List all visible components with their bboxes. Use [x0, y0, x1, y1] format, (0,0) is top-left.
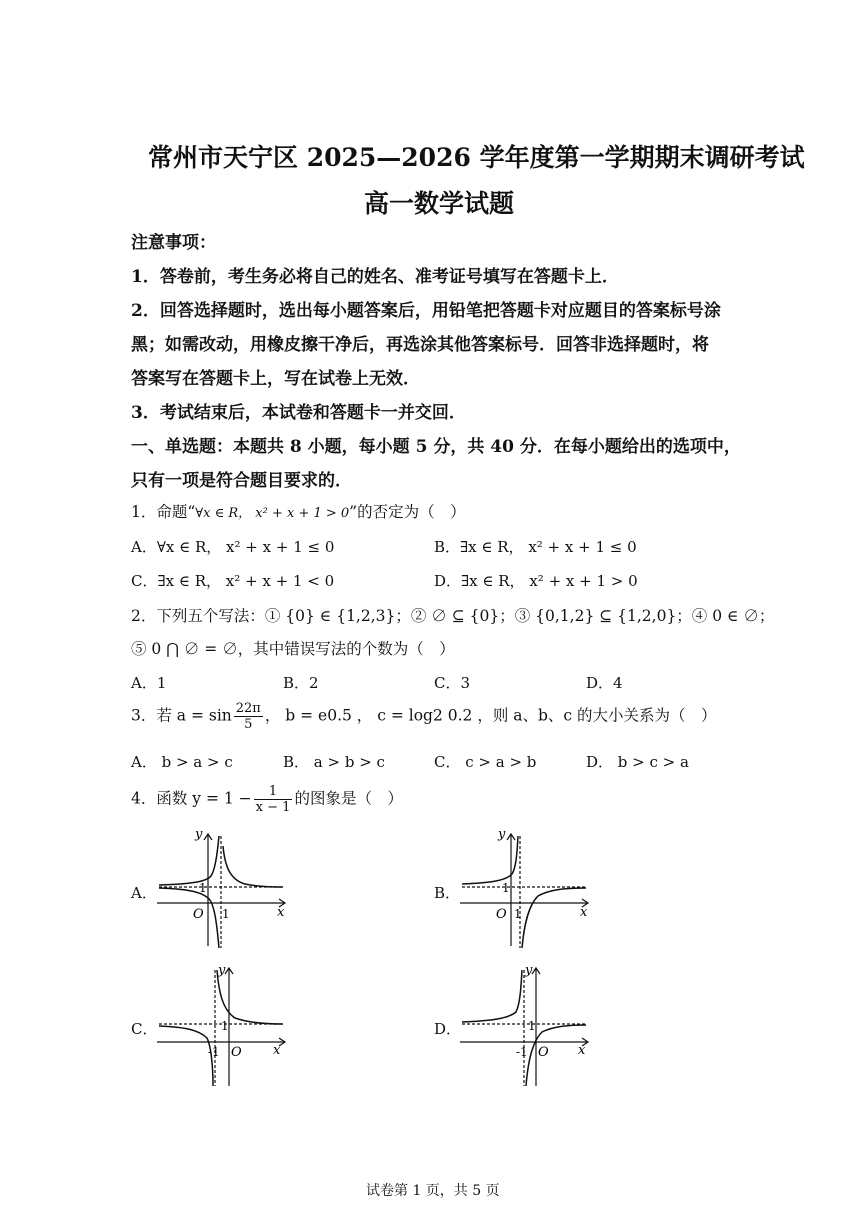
x-label: x [277, 905, 285, 920]
origin-label: O [496, 907, 507, 922]
tick-neg1-x: -1 [208, 1045, 220, 1059]
curve-left [159, 836, 219, 885]
note-2-line2: 黑；如需改动，用橡皮擦干净后，再选涂其他答案标号．回答非选择题时，将 [131, 335, 709, 355]
note-3: 3．考试结束后，本试卷和答题卡一并交回． [131, 403, 466, 423]
tick-1-y: 1 [502, 881, 510, 895]
tick-neg1-x: -1 [516, 1045, 528, 1059]
q1-option-b: B．∃x ∈ R， x² + x + 1 ≤ 0 [434, 538, 637, 556]
q4-label-a: A． [131, 884, 157, 902]
y-label: y [195, 827, 203, 842]
curve-left [159, 1026, 213, 1086]
tick-1-x: 1 [222, 907, 230, 921]
q3-frac-den: 5 [244, 717, 253, 732]
exam-title: 常州市天宁区 2025—2026 学年度第一学期期末调研考试 [148, 143, 805, 172]
q4-label-c: C． [131, 1020, 158, 1038]
q1-suffix: ”的否定为（ ） [349, 503, 466, 521]
note-2-line1: 2．回答选择题时，选出每小题答案后，用铅笔把答题卡对应题目的答案标号涂 [131, 301, 721, 321]
q4-fraction [254, 784, 293, 815]
question-2-line2: ⑤ 0 ⋂ ∅ = ∅，其中错误写法的个数为（ ） [131, 640, 455, 658]
q1-math: ∀x ∈ R， x² + x + 1 > 0 [195, 506, 350, 521]
question-3-stem [131, 701, 717, 732]
tick-1-y: 1 [199, 881, 207, 895]
x-label: x [273, 1043, 281, 1058]
section-heading-line2: 只有一项是符合题目要求的． [131, 471, 352, 491]
curve-left [462, 836, 518, 884]
page-footer: 试卷第 1 页，共 5 页 [366, 1183, 500, 1199]
q4-frac-num: 1 [254, 784, 293, 800]
origin-label: O [231, 1045, 242, 1060]
graph-a [155, 826, 290, 951]
q2-option-a: A．1 [131, 674, 167, 692]
q3-fraction [234, 701, 263, 732]
tick-1-y: 1 [221, 1019, 229, 1033]
q4-prefix: 4．函数 y = 1 − [131, 789, 252, 808]
curve-right [223, 846, 283, 887]
graph-c [155, 962, 290, 1090]
q3-prefix: 3．若 a = sin [131, 706, 232, 725]
q2-option-d: D．4 [586, 674, 623, 692]
x-label: x [578, 1043, 586, 1058]
q3-frac-num: 22π [235, 701, 261, 716]
curve-left [462, 970, 522, 1022]
q2-option-b: B．2 [283, 674, 319, 692]
tick-1-x: 1 [514, 907, 522, 921]
graph-d [458, 962, 593, 1090]
q3-rest: ， b = e0.5 ， c = log2 0.2 ，则 a、b、c 的大小关系为（ ） [264, 706, 717, 725]
curve-right [522, 888, 586, 948]
q3-option-b: B． a > b > c [283, 753, 385, 771]
q3-option-a: A． b > a > c [131, 753, 233, 771]
q4-label-d: D． [434, 1020, 462, 1038]
q3-option-c: C． c > a > b [434, 753, 537, 771]
y-label: y [498, 827, 506, 842]
exam-subtitle: 高一数学试题 [364, 189, 515, 218]
q3-option-d: D． b > c > a [586, 753, 689, 771]
q1-prefix: 1．命题“ [131, 503, 196, 521]
y-label: y [525, 963, 533, 978]
note-2-line3: 答案写在答题卡上，写在试卷上无效． [131, 369, 420, 389]
curve-left-lower [159, 888, 219, 948]
q4-suffix: 的图象是（ ） [294, 789, 403, 808]
q1-option-c: C．∃x ∈ R， x² + x + 1 < 0 [131, 572, 335, 590]
notes-heading: 注意事项： [131, 233, 216, 253]
q4-label-b: B． [434, 884, 461, 902]
y-label: y [218, 963, 226, 978]
question-2-line1: 2．下列五个写法：① {0} ∈ {1,2,3}；② ∅ ⊆ {0}；③ {0,1,2} ⊆ {1,2,0}；④ 0 ∈ ∅； [131, 607, 775, 625]
q1-option-a: A．∀x ∈ R， x² + x + 1 ≤ 0 [131, 538, 335, 556]
curve-right [526, 1025, 586, 1086]
x-label: x [580, 905, 588, 920]
curve-right [217, 970, 283, 1024]
question-1-stem [131, 500, 466, 522]
tick-1-y: 1 [528, 1019, 536, 1033]
note-1: 1．答卷前，考生务必将自己的姓名、准考证号填写在答题卡上． [131, 267, 619, 287]
graph-b [458, 826, 593, 951]
question-4-stem [131, 784, 403, 815]
q2-option-c: C．3 [434, 674, 471, 692]
q4-frac-den: x − 1 [255, 800, 291, 815]
origin-label: O [538, 1045, 549, 1060]
q1-option-d: D．∃x ∈ R， x² + x + 1 > 0 [434, 572, 638, 590]
origin-label: O [193, 907, 204, 922]
section-heading-line1: 一、单选题：本题共 8 小题，每小题 5 分，共 40 分．在每小题给出的选项中， [131, 437, 741, 457]
